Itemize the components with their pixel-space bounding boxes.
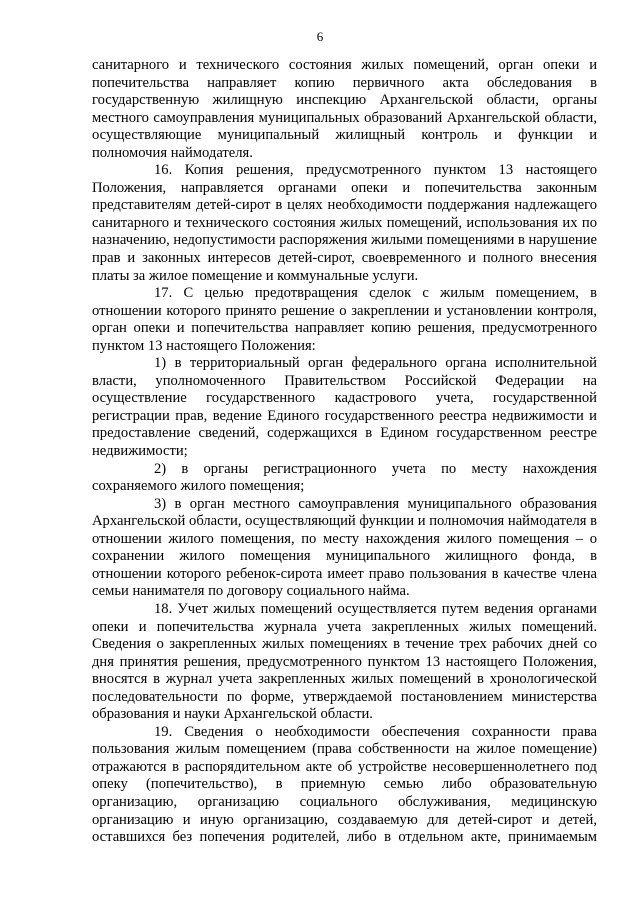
paragraph-17-item-1: 1) в территориальный орган федерального органа исполнительной власти, уполномоченного Правительством Российской Федерации на осуществление государственного кадастрового учета, государственной регистрации прав, ведение Единого государственного реестра недвижимости и предоставление сведений, содержащихся в Едином государственном реестре недвижимости;	[92, 355, 597, 460]
body-text	[92, 57, 597, 847]
paragraph-continuation: санитарного и технического состояния жилых помещений, орган опеки и попечительства направляет копию первичного акта обследования в государственную жилищную инспекцию Архангельской области, органы местного самоуправления муниципальных образований Архангельской области, осуществляющие муниципальный жилищный контроль и функции и полномочия наймодателя.	[92, 57, 597, 161]
paragraph-19: 19. Сведения о необходимости обеспечения сохранности права пользования жилым помещением (права собственности на жилое помещение) отражаются в распорядительном акте об устройстве несовершеннолетнего под опеку (попечительство), в приемную семью либо образовательную организацию, организацию социального обслуживания, медицинскую организацию и иную организацию, создаваемую для детей-сирот и детей, оставшихся без попечения родителей, либо в отдельном акте, принимаемым	[92, 723, 597, 846]
paragraph-16: 16. Копия решения, предусмотренного пунктом 13 настоящего Положения, направляется органами опеки и попечительства законным представителям детей-сирот в целях необходимости поддержания надлежащего санитарного и технического состояния жилых помещений, использования их по назначению, недопустимости распоряжения жилыми помещениями в нарушение прав и законных интересов детей-сирот, своевременного и полного внесения платы за жилое помещение и коммунальные услуги.	[92, 162, 597, 284]
paragraph-17: 17. С целью предотвращения сделок с жилым помещением, в отношении которого принято решение о закреплении и установлении контроля, орган опеки и попечительства направляет копию решения, предусмотренного пунктом 13 настоящего Положения:	[92, 285, 597, 354]
page-number: 6	[316, 29, 324, 44]
paragraph-17-item-2: 2) в органы регистрационного учета по месту нахождения сохраняемого жилого помещения;	[92, 460, 597, 495]
paragraph-18: 18. Учет жилых помещений осуществляется путем ведения органами опеки и попечительства журнала учета закрепленных жилых помещений. Сведения о закрепленных жилых помещениях в течение трех рабочих дней со дня принятия решения, предусмотренного пунктом 13 настоящего Положения, вносятся в журнал учета закрепленных жилых помещений в хронологической последовательности по форме, утверждаемой постановлением министерства образования и науки Архангельской области.	[92, 600, 597, 723]
paragraph-17-item-3: 3) в орган местного самоуправления муниципального образования Архангельской области, осуществляющий функции и полномочия наймодателя в отношении жилого помещения, по месту нахождения жилого помещения – о сохранении жилого помещения муниципального жилищного фонда, в отношении которого ребенок-сирота имеет право пользования в качестве члена семьи нанимателя по договору социального найма.	[92, 495, 598, 600]
